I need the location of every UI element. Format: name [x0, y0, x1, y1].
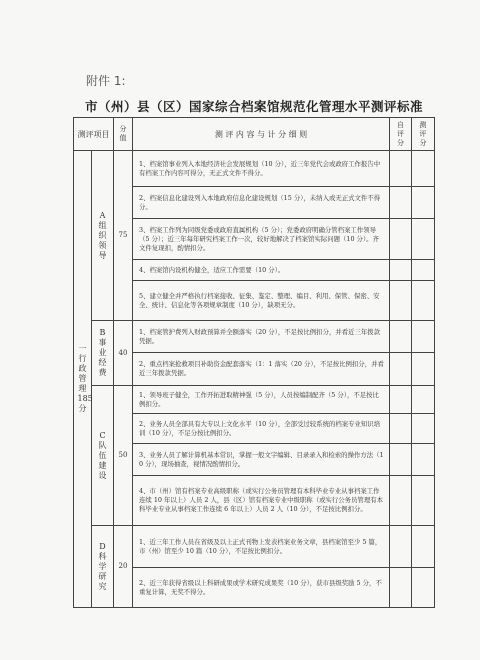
row-content: 4、市（州）馆有档案专业高级职称（或实行公务员管理有本科毕业专业从事档案工作连续 10 年以上）人员 2 人，县（区）馆有档案专业中级职称（或实行公务员管理有本科毕业专业从事档案工作连续 6 年以上）人员 2 人（10 分），不足按比例扣分。 [133, 476, 390, 526]
table-header-row [74, 118, 435, 151]
self-score-cell[interactable] [390, 321, 412, 353]
eval-score-cell[interactable] [412, 386, 435, 414]
eval-score-cell[interactable] [412, 187, 435, 219]
group-b-score: 40 [114, 321, 133, 386]
row-content: 5、建立健全并严格执行档案接收、征集、鉴定、整理、编目、利用、保管、保密、安全、统计、信息化等各项规章制度（10 分），缺项无分。 [133, 281, 390, 321]
self-score-cell[interactable] [390, 444, 412, 476]
evaluation-table [73, 117, 435, 608]
header-item: 测评项目 [74, 118, 114, 151]
row-content: 1、档案馆事业列入本地经济社会发展规划（10 分），近三年党代会或政府工作报告中有档案工作内容可得分，无正式文件不得分。 [133, 151, 390, 187]
row-content: 2、业务人员全部具有大专以上文化水平（10 分），全部受过较系统的档案专业知识培训（10 分），不足分按比例扣分。 [133, 414, 390, 444]
eval-score-cell[interactable] [412, 568, 435, 608]
eval-score-cell[interactable] [412, 444, 435, 476]
header-self-score: 自评分 [390, 118, 412, 151]
row-content: 3、档案工作列为同级党委或政府直属机构（5 分）；党委政府明确分管档案工作领导（5 分）；近三年每年研究档案工作一次，较好地解决了档案馆实际问题（10 分）。齐文件复现扣，酌情扣分。 [133, 219, 390, 260]
self-score-cell[interactable] [390, 414, 412, 444]
eval-score-cell[interactable] [412, 526, 435, 568]
row-content: 2、近三年获得省级以上科研成果或学术研究成果奖（10 分），获市县级奖励 5 分，不重复计算，无奖不得分。 [133, 568, 390, 608]
self-score-cell[interactable] [390, 260, 412, 281]
group-a-label: A组织领导 [92, 151, 114, 321]
header-content: 测 评 内 容 与 计 分 细 则 [133, 118, 390, 151]
row-content: 3、业务人员了解计算机基本常识，掌握一般文字编辑、目录录入和检索的操作方法（10 分），现场抽查，视情况酌情扣分。 [133, 444, 390, 476]
table-row [74, 386, 435, 414]
eval-score-cell[interactable] [412, 260, 435, 281]
group-b-label: B事业经费 [92, 321, 114, 386]
eval-score-cell[interactable] [412, 414, 435, 444]
table-row [74, 321, 435, 353]
group-d-score: 20 [114, 526, 133, 608]
row-content: 1、档案管护费列入财政预算并全额落实（20 分），不足按比例扣分，并看近三年拨款凭据。 [133, 321, 390, 353]
row-content: 2、重点档案抢救项目补助资金配套落实（1：1 落实（20 分），不足按比例扣分，并看近三年拨款凭据。 [133, 353, 390, 386]
eval-score-cell[interactable] [412, 281, 435, 321]
self-score-cell[interactable] [390, 386, 412, 414]
self-score-cell[interactable] [390, 526, 412, 568]
eval-score-cell[interactable] [412, 476, 435, 526]
table-row [74, 151, 435, 187]
group-c-score: 50 [114, 386, 133, 526]
group-c-label: C队伍建设 [92, 386, 114, 526]
category-cell: 一行政管理 185 分 [74, 151, 92, 608]
row-content: 4、档案馆内设机构健全，适应工作需要（10 分）。 [133, 260, 390, 281]
group-a-score: 75 [114, 151, 133, 321]
document-title: 市（州）县（区）国家综合档案馆规范化管理水平测评标准 [84, 99, 423, 114]
self-score-cell[interactable] [390, 353, 412, 386]
self-score-cell[interactable] [390, 281, 412, 321]
self-score-cell[interactable] [390, 568, 412, 608]
self-score-cell[interactable] [390, 187, 412, 219]
row-content: 2、档案信息化建设列入本地政府信息化建设规划（15 分），未纳入或无正式文件不得分。 [133, 187, 390, 219]
header-score: 分值 [114, 118, 133, 151]
row-content: 1、近三年工作人员在省级及以上正式刊物上发表档案业务文章，县档案馆至少 5 篇，市（州）馆至少 10 篇（10 分），不足按比例扣分。 [133, 526, 390, 568]
self-score-cell[interactable] [390, 476, 412, 526]
eval-score-cell[interactable] [412, 151, 435, 187]
eval-score-cell[interactable] [412, 353, 435, 386]
header-eval-score: 测评分 [412, 118, 435, 151]
attachment-label: 附件 1: [86, 74, 126, 88]
eval-score-cell[interactable] [412, 321, 435, 353]
self-score-cell[interactable] [390, 151, 412, 187]
eval-score-cell[interactable] [412, 219, 435, 260]
row-content: 1、领导班子健全，工作开拓进取精神强（5 分），人员按编制配齐（5 分），不足按比例扣分。 [133, 386, 390, 414]
table-row [74, 526, 435, 568]
self-score-cell[interactable] [390, 219, 412, 260]
group-d-label: D科学研究 [92, 526, 114, 608]
